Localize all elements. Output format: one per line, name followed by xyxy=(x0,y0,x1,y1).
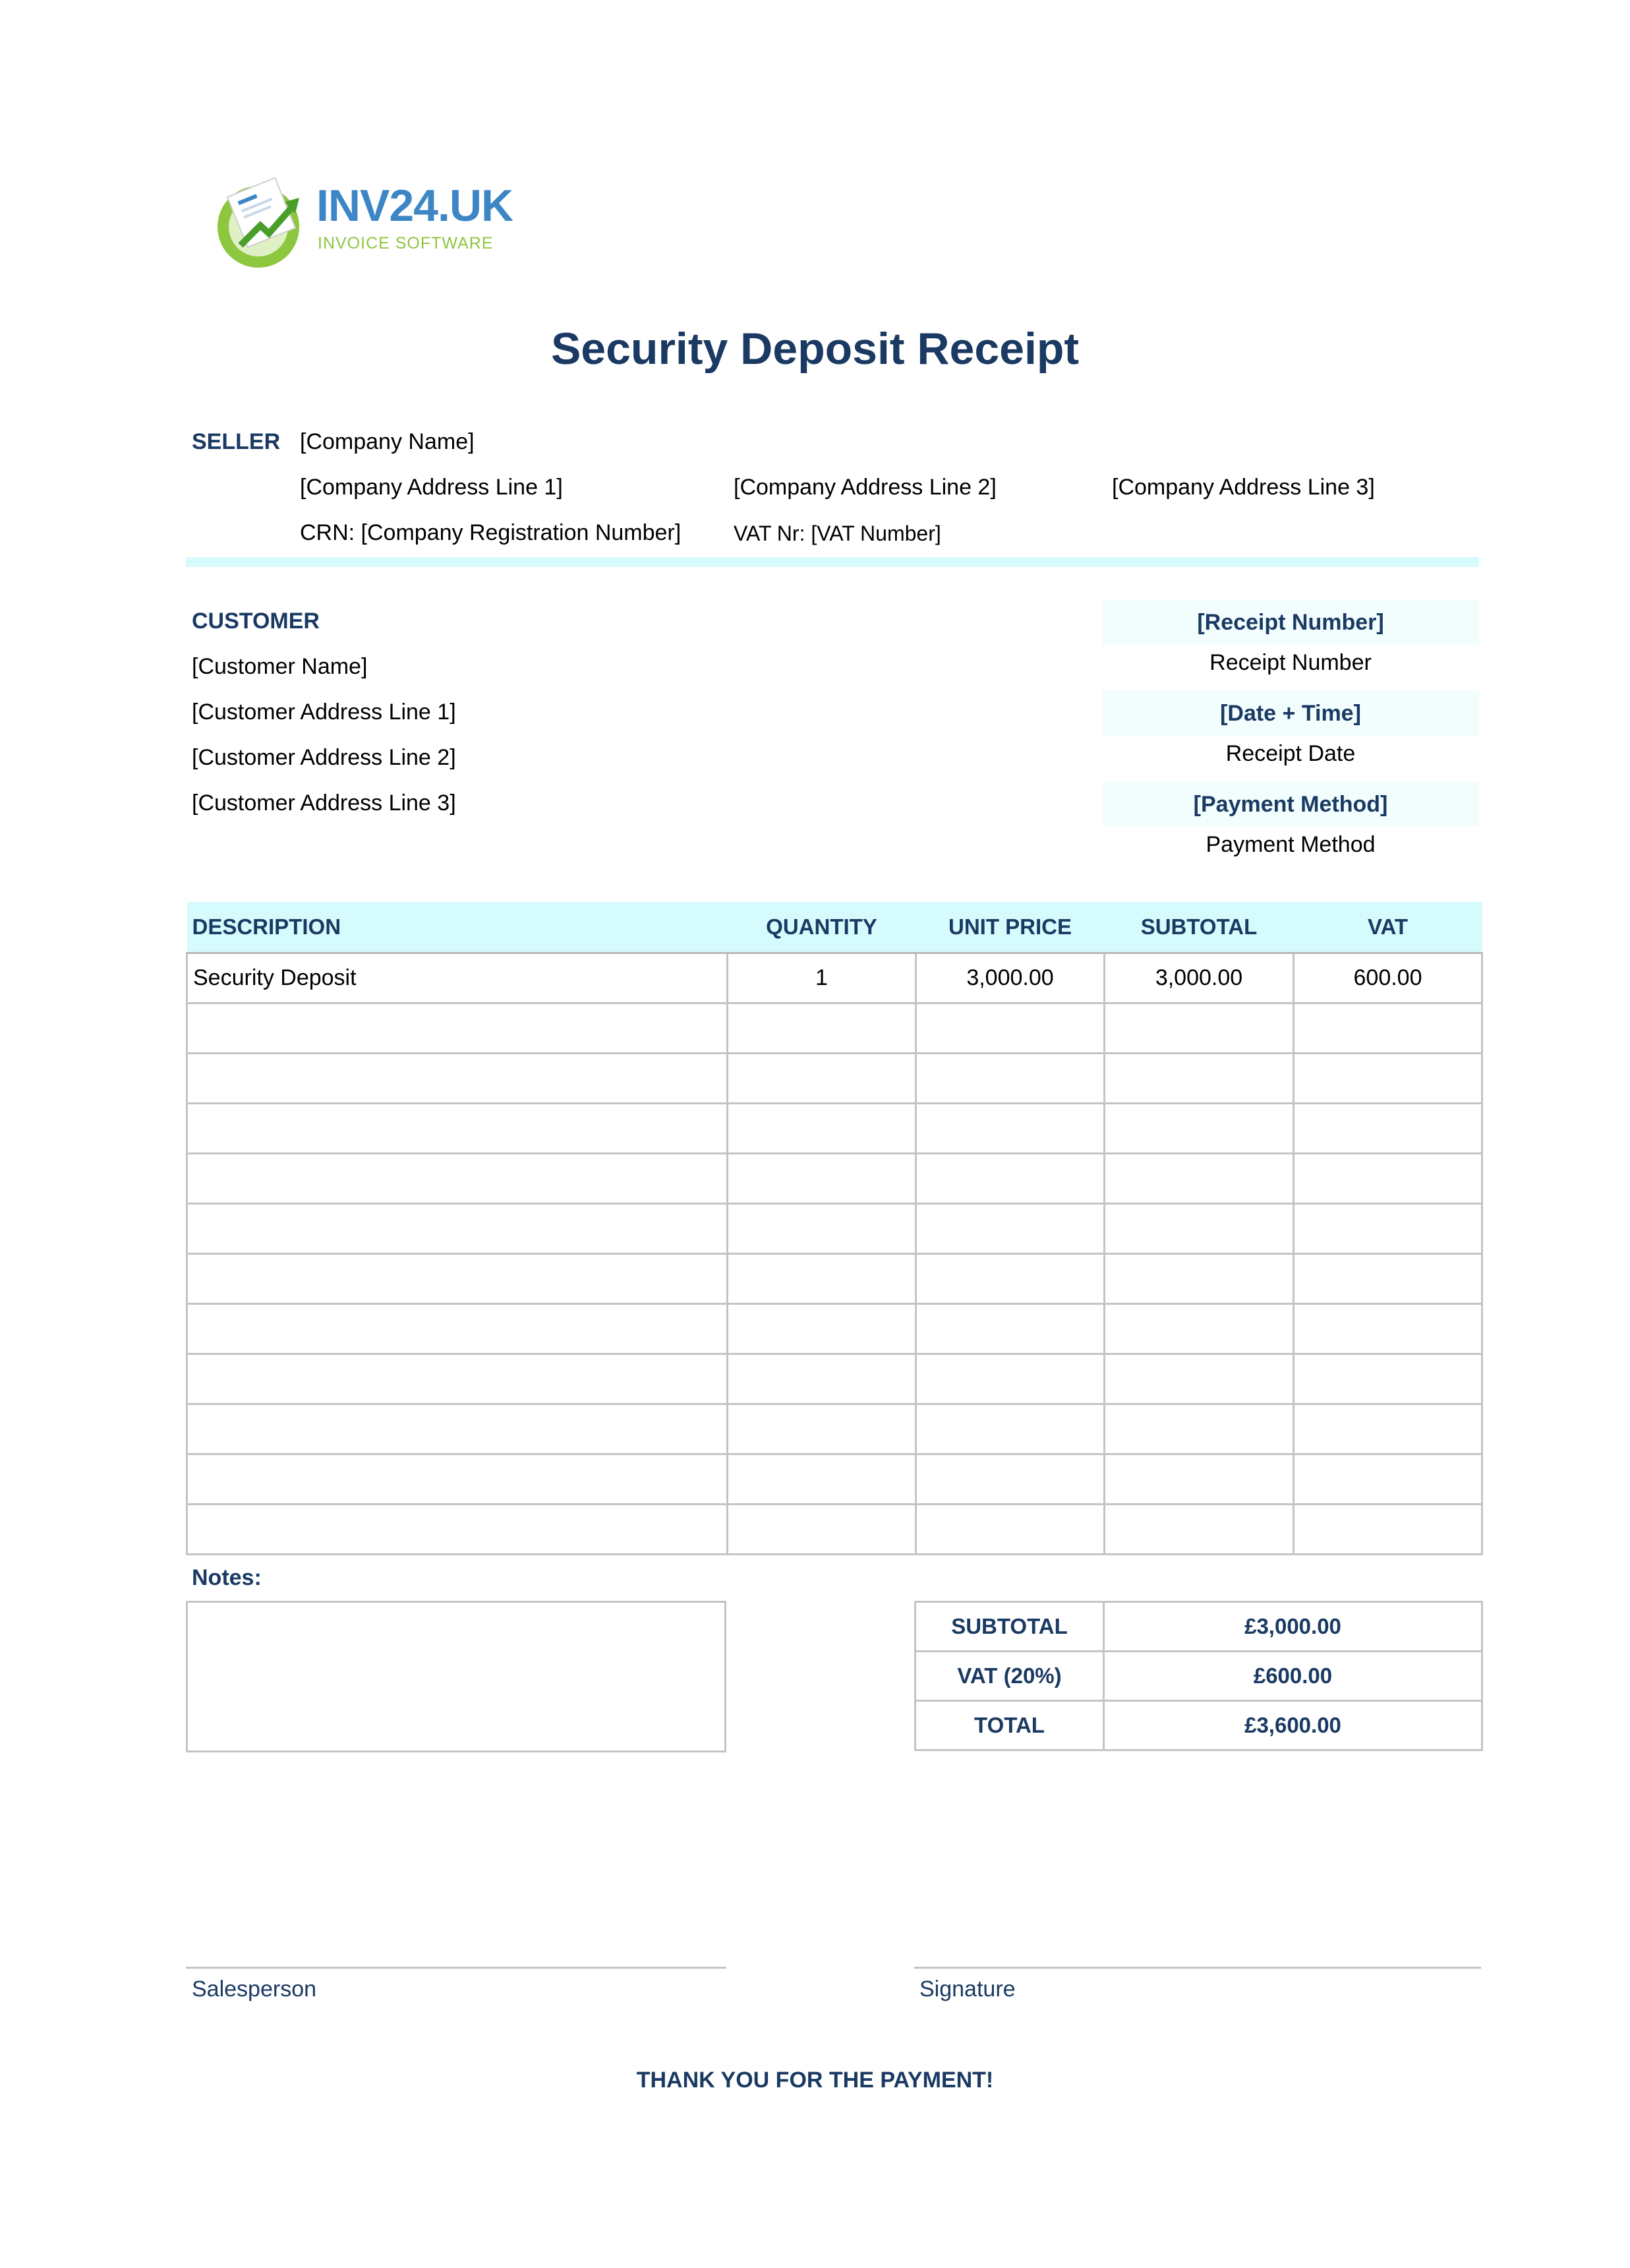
receipt-number-value: Receipt Number xyxy=(1209,650,1372,675)
cell-description xyxy=(187,1104,728,1154)
customer-name: [Customer Name] xyxy=(192,654,368,679)
notes-label: Notes: xyxy=(192,1565,262,1590)
signature-line xyxy=(914,1967,1481,1969)
cell-subtotal xyxy=(1105,1454,1294,1505)
cell-vat: 600.00 xyxy=(1294,953,1482,1003)
subtotal-value: £3,000.00 xyxy=(1104,1602,1482,1652)
cell-description xyxy=(187,1454,728,1505)
table-row xyxy=(187,1304,1482,1354)
cell-subtotal xyxy=(1105,1304,1294,1354)
cell-subtotal xyxy=(1105,1354,1294,1404)
table-row xyxy=(187,1354,1482,1404)
table-row xyxy=(187,1454,1482,1505)
table-row xyxy=(187,1254,1482,1304)
cell-description xyxy=(187,1304,728,1354)
cell-quantity xyxy=(728,1304,916,1354)
table-row xyxy=(187,1404,1482,1454)
customer-address-line-3: [Customer Address Line 3] xyxy=(192,791,456,816)
cell-unit-price xyxy=(916,1204,1105,1254)
section-divider xyxy=(186,557,1479,567)
cell-subtotal xyxy=(1105,1104,1294,1154)
cell-quantity xyxy=(728,1354,916,1404)
table-row xyxy=(187,953,1482,1003)
seller-address-line-1: [Company Address Line 1] xyxy=(300,475,563,500)
table-row xyxy=(187,1154,1482,1204)
cell-quantity xyxy=(728,1054,916,1104)
seller-crn: CRN: [Company Registration Number] xyxy=(300,520,682,545)
cell-unit-price xyxy=(916,1454,1105,1505)
cell-description xyxy=(187,1154,728,1204)
cell-subtotal xyxy=(1105,1204,1294,1254)
receipt-date-value: Receipt Date xyxy=(1225,741,1356,766)
cell-subtotal xyxy=(1105,1505,1294,1555)
cell-description xyxy=(187,1254,728,1304)
cell-description xyxy=(187,1054,728,1104)
cell-quantity xyxy=(728,1003,916,1054)
notes-box[interactable] xyxy=(186,1601,726,1752)
logo-name: INV24.UK xyxy=(316,181,513,231)
totals-table xyxy=(914,1601,1483,1751)
cell-vat xyxy=(1294,1154,1482,1204)
total-label: TOTAL xyxy=(916,1701,1104,1750)
cell-description xyxy=(187,1505,728,1555)
salesperson-signature-line xyxy=(186,1967,726,1969)
cell-vat xyxy=(1294,1304,1482,1354)
cell-unit-price xyxy=(916,1505,1105,1555)
customer-label: CUSTOMER xyxy=(192,609,320,634)
column-header-description: DESCRIPTION xyxy=(187,902,728,953)
cell-unit-price xyxy=(916,1104,1105,1154)
table-row xyxy=(187,1003,1482,1054)
cell-unit-price xyxy=(916,1304,1105,1354)
thank-you-message: THANK YOU FOR THE PAYMENT! xyxy=(636,2068,994,2093)
cell-vat xyxy=(1294,1254,1482,1304)
cell-unit-price xyxy=(916,1054,1105,1104)
cell-quantity xyxy=(728,1454,916,1505)
cell-vat xyxy=(1294,1204,1482,1254)
items-header-row xyxy=(187,902,1482,953)
cell-description: Security Deposit xyxy=(187,953,728,1003)
logo-tagline: INVOICE SOFTWARE xyxy=(318,234,494,253)
cell-quantity: 1 xyxy=(728,953,916,1003)
cell-quantity xyxy=(728,1254,916,1304)
signature-label: Signature xyxy=(919,1977,1016,2002)
payment-method-header: [Payment Method] xyxy=(1102,782,1479,827)
table-row xyxy=(187,1204,1482,1254)
subtotal-label: SUBTOTAL xyxy=(916,1602,1104,1652)
cell-unit-price xyxy=(916,1254,1105,1304)
cell-subtotal xyxy=(1105,1003,1294,1054)
cell-vat xyxy=(1294,1354,1482,1404)
customer-address-line-1: [Customer Address Line 1] xyxy=(192,700,456,725)
cell-unit-price xyxy=(916,1154,1105,1204)
vat-row xyxy=(916,1652,1482,1701)
cell-description xyxy=(187,1404,728,1454)
items-table xyxy=(186,902,1483,1555)
column-header-quantity: QUANTITY xyxy=(728,902,916,953)
cell-quantity xyxy=(728,1204,916,1254)
cell-description xyxy=(187,1003,728,1054)
cell-description xyxy=(187,1354,728,1404)
cell-subtotal: 3,000.00 xyxy=(1105,953,1294,1003)
salesperson-label: Salesperson xyxy=(192,1977,317,2002)
column-header-vat: VAT xyxy=(1294,902,1482,953)
table-row xyxy=(187,1054,1482,1104)
seller-company-name: [Company Name] xyxy=(300,429,475,454)
vat-value: £600.00 xyxy=(1104,1652,1482,1701)
cell-vat xyxy=(1294,1003,1482,1054)
vat-label: VAT (20%) xyxy=(916,1652,1104,1701)
cell-subtotal xyxy=(1105,1054,1294,1104)
receipt-date-header: [Date + Time] xyxy=(1102,691,1479,736)
cell-vat xyxy=(1294,1104,1482,1154)
cell-vat xyxy=(1294,1404,1482,1454)
column-header-subtotal: SUBTOTAL xyxy=(1105,902,1294,953)
seller-address-line-2: [Company Address Line 2] xyxy=(734,475,997,500)
customer-address-line-2: [Customer Address Line 2] xyxy=(192,745,456,770)
cell-quantity xyxy=(728,1154,916,1204)
cell-unit-price xyxy=(916,1354,1105,1404)
column-header-unit-price: UNIT PRICE xyxy=(916,902,1105,953)
payment-method-value: Payment Method xyxy=(1206,832,1376,857)
cell-quantity xyxy=(728,1104,916,1154)
seller-label: SELLER xyxy=(192,429,281,454)
cell-subtotal xyxy=(1105,1404,1294,1454)
subtotal-row xyxy=(916,1602,1482,1652)
cell-unit-price xyxy=(916,1003,1105,1054)
document-title: Security Deposit Receipt xyxy=(550,324,1080,374)
cell-vat xyxy=(1294,1505,1482,1555)
seller-address-line-3: [Company Address Line 3] xyxy=(1112,475,1375,500)
cell-subtotal xyxy=(1105,1254,1294,1304)
seller-vat-number: VAT Nr: [VAT Number] xyxy=(734,522,941,545)
total-row xyxy=(916,1701,1482,1750)
cell-description xyxy=(187,1204,728,1254)
receipt-number-header: [Receipt Number] xyxy=(1102,600,1479,645)
total-value: £3,600.00 xyxy=(1104,1701,1482,1750)
cell-unit-price xyxy=(916,1404,1105,1454)
table-row xyxy=(187,1505,1482,1555)
cell-vat xyxy=(1294,1054,1482,1104)
cell-subtotal xyxy=(1105,1154,1294,1204)
cell-quantity xyxy=(728,1404,916,1454)
cell-vat xyxy=(1294,1454,1482,1505)
cell-unit-price: 3,000.00 xyxy=(916,953,1105,1003)
table-row xyxy=(187,1104,1482,1154)
cell-quantity xyxy=(728,1505,916,1555)
